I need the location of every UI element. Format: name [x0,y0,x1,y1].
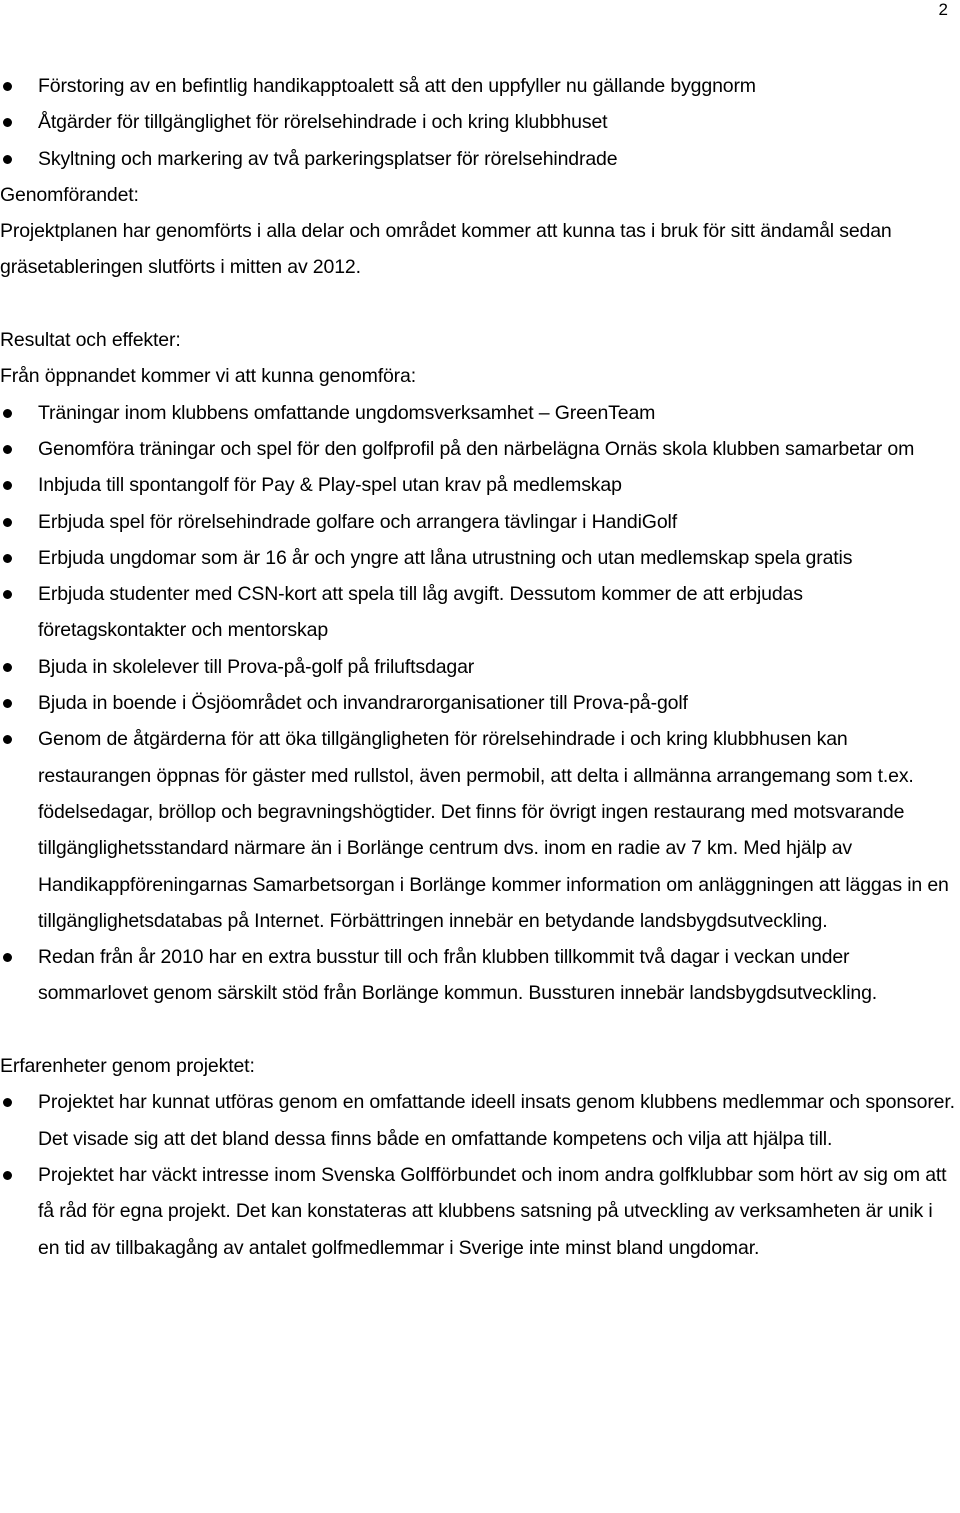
spacer [0,1012,955,1048]
bullet-icon [3,1098,12,1107]
list-item [0,395,955,431]
list-item-text: Genom de åtgärderna för att öka tillgängligheten för rörelsehindrade i och kring klubbhusen kan restaurangen öppnas för gäster med rullstol, även permobil, att delta i allmänna arrangemang som t.ex. födelsedagar, bröllop och begravningshögtider. Det finns för övrigt ingen restaurang med motsvarande tillgänglighetsstandard närmare än i Borlänge centrum dvs. inom en radie av 7 km. Med hjälp av Handikappföreningarnas Samarbetsorgan i Borlänge kommer information om anläggningen att läggas in en tillgänglighetsdatabas på Internet. Förbättringen innebär en betydande landsbygdsutveckling. [38,728,949,932]
list-item [0,540,955,576]
list-item-text: Träningar inom klubbens omfattande ungdomsverksamhet – GreenTeam [38,401,656,424]
bullet-icon [3,699,12,708]
bullet-icon [3,445,12,454]
bullet-icon [3,1171,12,1180]
list-item-text: Bjuda in boende i Ösjöområdet och invandrarorganisationer till Prova-på-golf [38,692,688,715]
list-item-text: Erbjuda spel för rörelsehindrade golfare och arrangera tävlingar i HandiGolf [38,510,677,533]
intro-bullet-list [0,68,955,177]
list-item-text: Skyltning och markering av två parkeringsplatser för rörelsehindrade [38,147,618,170]
list-item [0,68,955,104]
bullet-icon [3,155,12,164]
genomforandet-text: Projektplanen har genomförts i alla delar och området kommer att kunna tas i bruk för sitt ändamål sedan gräsetableringen slutförts i mitten av 2012. [0,220,892,279]
list-item [0,431,955,467]
list-item-text: Förstoring av en befintlig handikapptoalett så att den uppfyller nu gällande byggnorm [38,75,756,97]
spacer [0,286,955,322]
list-item [0,649,955,685]
bullet-icon [3,554,12,563]
list-item [0,1084,955,1157]
list-item-text: Projektet har kunnat utföras genom en omfattande ideell insats genom klubbens medlemmar och sponsorer. Det visade sig att det bland dessa finns både en omfattande kompetens och vilja att hjälpa till. [38,1091,955,1150]
list-item [0,104,955,140]
list-item [0,504,955,540]
bullet-icon [3,481,12,490]
bullet-icon [3,409,12,418]
erfarenheter-bullet-list [0,1084,955,1265]
list-item-text: Erbjuda studenter med CSN-kort att spela till låg avgift. Dessutom kommer de att erbjudas företagskontakter och mentorskap [38,583,803,642]
bullet-icon [3,590,12,599]
list-item-text: Projektet har väckt intresse inom Svenska Golfförbundet och inom andra golfklubbar som hört av sig om att få råd för egna projekt. Det kan konstateras att klubbens satsning på utveckling av verksamheten är unik i en tid av tillbakagång av antalet golfmedlemmar i Sverige inte minst bland ungdomar. [38,1163,947,1259]
resultat-intro: Från öppnandet kommer vi att kunna genomföra: [0,365,416,388]
bullet-icon [3,663,12,672]
page-number: 2 [938,0,948,19]
list-item-text: Erbjuda ungdomar som är 16 år och yngre att låna utrustning och utan medlemskap spela gratis [38,546,853,569]
list-item-text: Genomföra träningar och spel för den golfprofil på den närbelägna Ornäs skola klubben samarbetar om [38,437,915,460]
list-item-text: Inbjuda till spontangolf för Pay & Play-spel utan krav på medlemskap [38,474,622,497]
bullet-icon [3,735,12,744]
list-item-text: Bjuda in skolelever till Prova-på-golf på friluftsdagar [38,655,475,678]
list-item-text: Åtgärder för tillgänglighet för rörelsehindrade i och kring klubbhuset [38,111,608,134]
erfarenheter-heading: Erfarenheter genom projektet: [0,1055,255,1078]
bullet-icon [3,82,12,91]
list-item [0,1157,955,1266]
document-body [0,68,955,1266]
resultat-bullet-list [0,395,955,1012]
list-item [0,721,955,939]
resultat-heading: Resultat och effekter: [0,329,181,352]
list-item [0,685,955,721]
list-item-text: Redan från år 2010 har en extra busstur till och från klubben tillkommit två dagar i veckan under sommarlovet genom särskilt stöd från Borlänge kommun. Bussturen innebär landsbygdsutveckling. [38,946,878,1005]
list-item [0,576,955,649]
list-item [0,467,955,503]
bullet-icon [3,953,12,962]
bullet-icon [3,118,12,127]
list-item [0,141,955,177]
bullet-icon [3,518,12,527]
list-item [0,939,955,1012]
genomforandet-heading: Genomförandet: [0,183,139,206]
